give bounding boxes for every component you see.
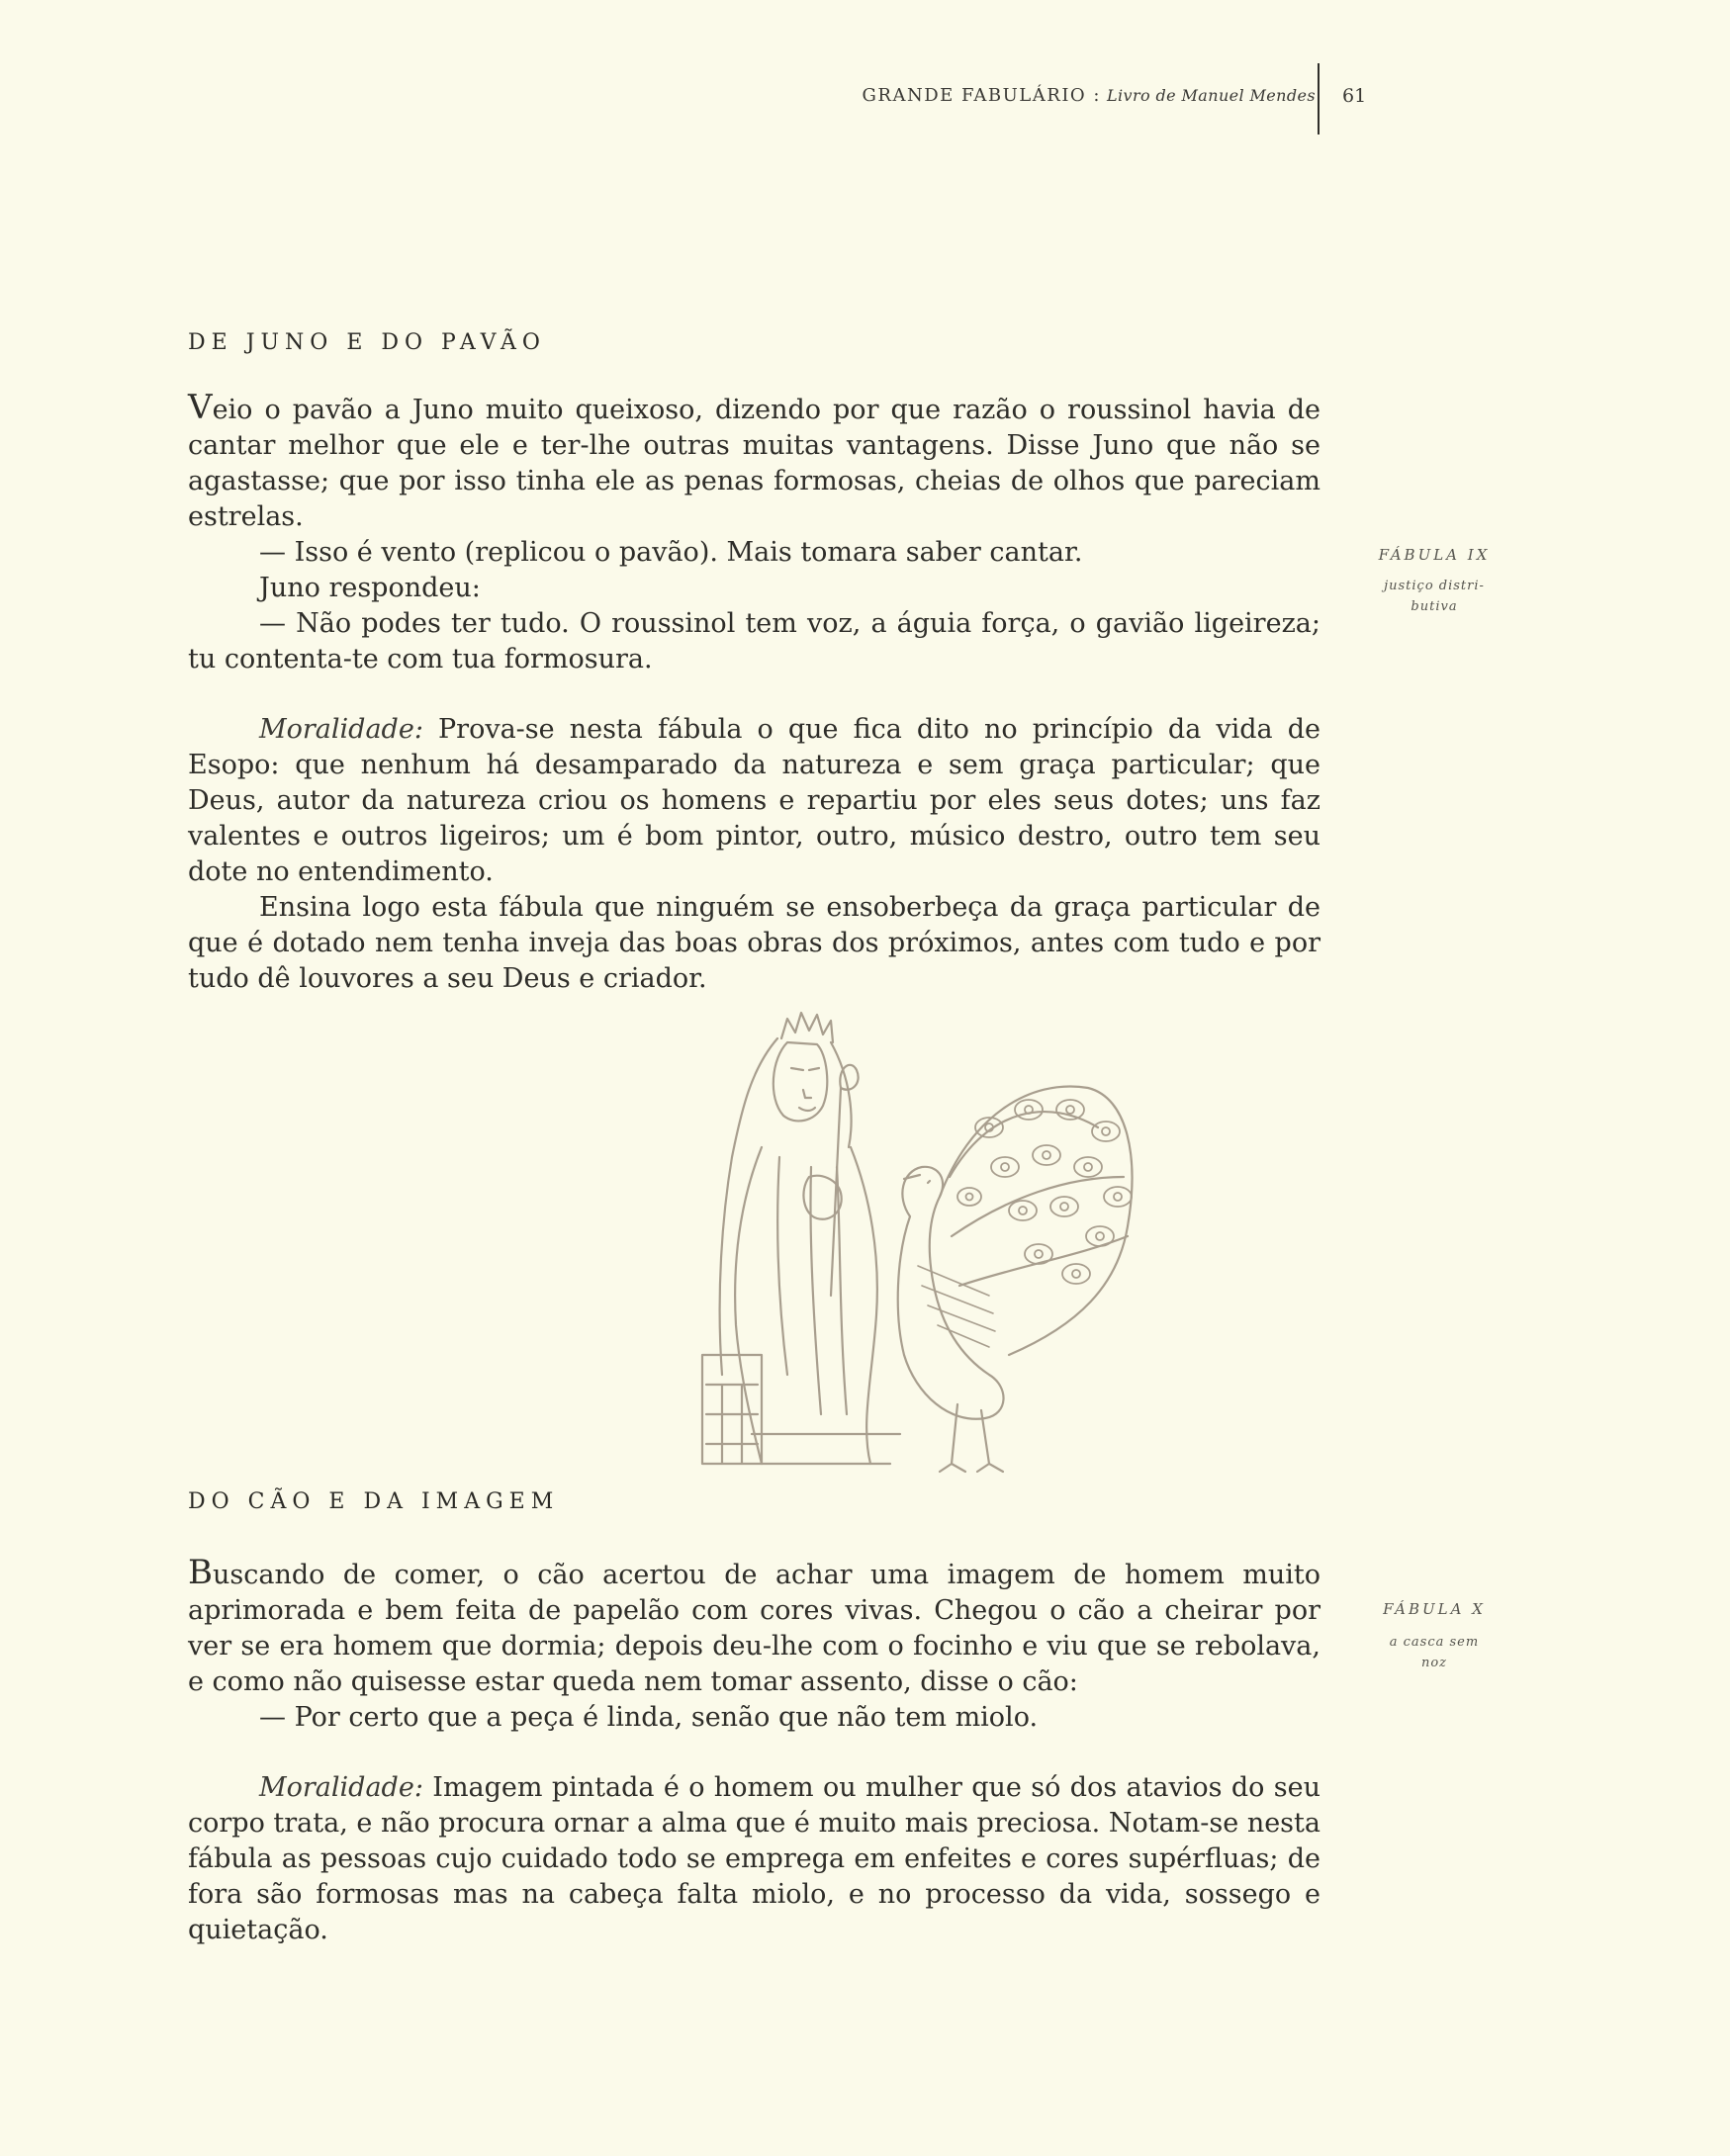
paragraph: Veio o pavão a Juno muito queixoso, dizendo por que razão o roussinol havia de cantar melhor que ele e ter-lhe outras muitas vantagens. Disse Juno que não se agastasse; que por isso tinha ele as penas formosas, cheias de olhos que pareciam estrelas. [188,388,1320,532]
fable-number: FÁBULA X [1383,1600,1486,1618]
dialogue-line: Juno respondeu: [259,573,481,603]
moral-cao [188,1770,1320,1948]
book-title: GRANDE FABULÁRIO : [862,85,1101,106]
moral-label: Moralidade: [259,1772,423,1803]
moral-juno [188,712,1320,997]
margin-note-fable-ix [1355,546,1513,617]
moral-paragraph: Moralidade: Prova-se nesta fábula o que fica dito no princípio da vida de Esopo: que nenhum há desamparado da natureza e sem graça particular; que Deus, autor da natureza criou os homens e repartiu por eles seus dotes; uns faz valentes e outros ligeiros; um é bom pintor, outro, músico destro, outro tem seu dote no entendimento. [188,714,1320,887]
moral-label: Moralidade: [259,714,423,745]
fable-title-cao: DO CÃO E DA IMAGEM [188,1489,560,1514]
moral-keyword: justiço distri- butiva [1384,579,1485,614]
running-header [593,85,1316,106]
drop-cap: V [188,388,213,427]
dialogue-line: — Não podes ter tudo. O roussinol tem voz, a águia força, o gavião ligeireza; tu contenta-te com tua formosura. [188,608,1320,674]
dialogue-line: — Isso é vento (replicou o pavão). Mais tomara saber cantar. [259,537,1083,568]
juno-and-peacock-illustration [692,999,1147,1493]
fable-number: FÁBULA IX [1378,546,1491,564]
page-number: 61 [1342,85,1367,107]
margin-note-fable-x [1355,1600,1513,1673]
drop-cap: B [188,1553,213,1592]
moral-paragraph: Ensina logo esta fábula que ninguém se ensoberbeça da graça particular de que é dotado nem tenha inveja das boas obras dos próximos, antes com tudo e por tudo dê louvores a seu Deus e criador. [188,892,1320,994]
moral-keyword: a casca sem noz [1389,1635,1480,1670]
paragraph: Buscando de comer, o cão acertou de achar uma imagem de homem muito aprimorada e bem feita de papelão com cores vivas. Chegou o cão a cheirar por ver se era homem que dormia; depois deu-lhe com o focinho e viu que se rebolava, e como não quisesse estar queda nem tomar assento, disse o cão: [188,1553,1320,1697]
header-divider [1318,63,1320,135]
moral-paragraph: Moralidade: Imagem pintada é o homem ou mulher que só dos atavios do seu corpo trata, e não procura ornar a alma que é muito mais preciosa. Notam-se nesta fábula as pessoas cujo cuidado todo se emprega em enfeites e cores supérfluas; de fora são formosas mas na cabeça falta miolo, e no processo da vida, sossego e quietação. [188,1772,1320,1945]
fable-title-juno: DE JUNO E DO PAVÃO [188,330,546,355]
fable-body-cao [188,1555,1320,1736]
book-author: Livro de Manuel Mendes [1106,86,1316,105]
dialogue-line: — Por certo que a peça é linda, senão que não tem miolo. [259,1702,1039,1733]
fable-body-juno [188,390,1320,677]
